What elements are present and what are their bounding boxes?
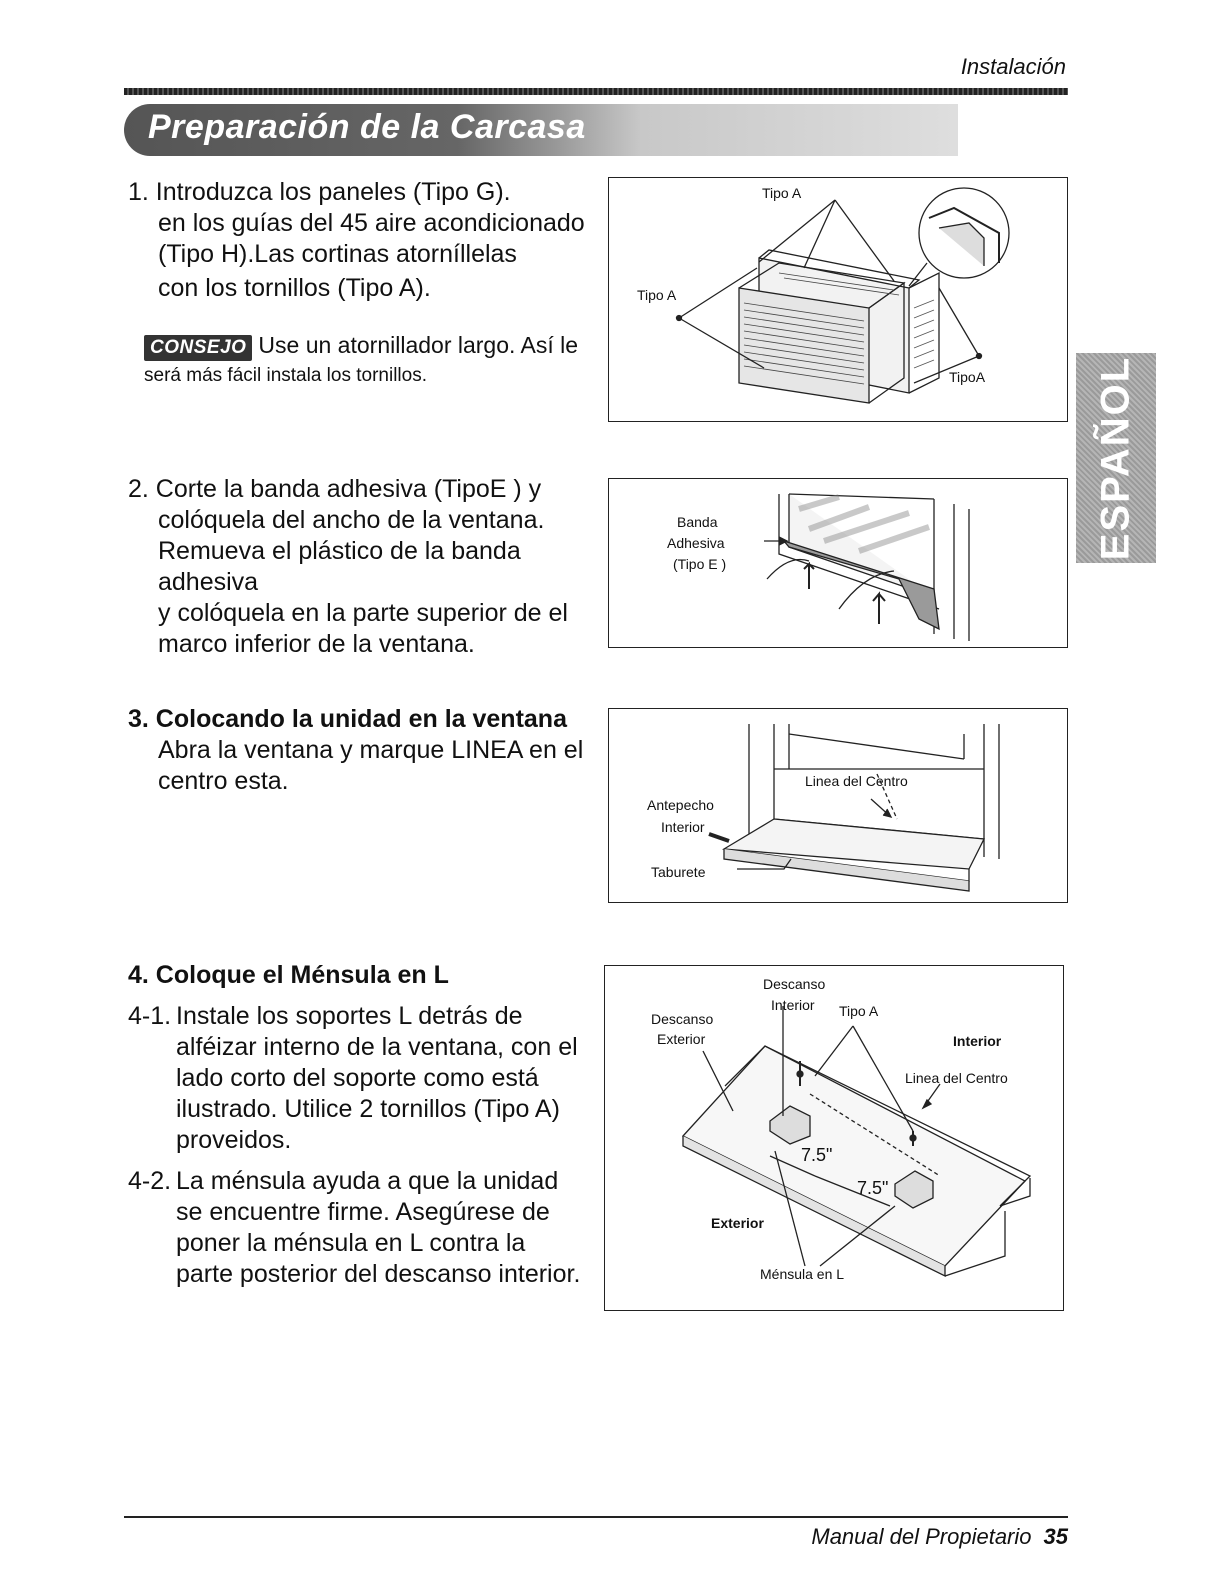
label-tipo-a-right: TipoA xyxy=(949,369,986,385)
language-tab xyxy=(1076,353,1156,563)
footer xyxy=(811,1524,1068,1550)
step-4-1-line: Instale los soportes L detrás de xyxy=(176,1002,523,1030)
step-3-title: 3. Colocando la unidad en la ventana xyxy=(128,705,567,733)
figure-adhesive-band xyxy=(608,478,1068,648)
step-2-line: marco inferior de la ventana. xyxy=(158,630,475,658)
step-1-line: con los tornillos (Tipo A). xyxy=(158,274,431,302)
label-linea-centro: Linea del Centro xyxy=(905,1070,1008,1086)
step-4-1-line: proveidos. xyxy=(176,1126,292,1154)
step-2-line: y colóquela en la parte superior de el xyxy=(158,599,568,627)
label-tipo-a-left: Tipo A xyxy=(637,287,677,303)
language-tab-label: ESPAÑOL xyxy=(1093,355,1138,561)
label-descanso-exterior-2: Exterior xyxy=(657,1031,706,1047)
step-2-line: 2. Corte la banda adhesiva (TipoE ) y xyxy=(128,475,542,503)
label-banda: Banda xyxy=(677,514,718,530)
step-2-line: Remueva el plástico de la banda adhesiva xyxy=(158,537,521,596)
step-4-1-line: alféizar interno de la ventana, con el xyxy=(176,1033,578,1061)
step-1-text xyxy=(128,177,598,304)
step-1-line: (Tipo H).Las cortinas atorníllelas xyxy=(158,240,517,268)
label-linea-centro: Linea del Centro xyxy=(805,773,908,789)
label-tipo-a: Tipo A xyxy=(839,1003,879,1019)
page-title: Preparación de la Carcasa xyxy=(148,108,586,146)
step-4-2-label: 4-2. xyxy=(128,1167,172,1195)
step-4-2-line: se encuentre firme. Asegúrese de xyxy=(176,1198,550,1226)
step-2-line: colóquela del ancho de la ventana. xyxy=(158,506,545,534)
step-2-text xyxy=(128,474,603,660)
label-tipo-e: (Tipo E ) xyxy=(673,556,727,572)
step-4-1 xyxy=(128,1001,603,1156)
step-4-text xyxy=(128,960,603,1290)
step-4-2-line: poner la ménsula en L contra la xyxy=(176,1229,526,1257)
tip-block xyxy=(144,332,604,387)
figure-ac-unit xyxy=(608,177,1068,422)
label-taburete: Taburete xyxy=(651,864,706,880)
label-tipo-a-top: Tipo A xyxy=(762,185,802,201)
label-mensula: Ménsula en L xyxy=(760,1266,845,1282)
label-interior: Interior xyxy=(661,819,705,835)
label-exterior: Exterior xyxy=(711,1215,764,1231)
footer-rule xyxy=(124,1516,1068,1518)
ac-unit-illustration xyxy=(609,178,1069,423)
label-interior: Interior xyxy=(953,1033,1002,1049)
header-rule xyxy=(124,88,1068,95)
step-4-2-line: La ménsula ayuda a que la unidad xyxy=(176,1167,559,1195)
page-number: 35 xyxy=(1043,1524,1068,1549)
step-4-title: 4. Coloque el Ménsula en L xyxy=(128,961,449,989)
step-4-2 xyxy=(128,1166,603,1290)
label-antepecho: Antepecho xyxy=(647,797,714,813)
step-3-line: Abra la ventana y marque LINEA en el xyxy=(158,736,584,764)
label-descanso-interior-1: Descanso xyxy=(763,976,826,992)
tip-badge: CONSEJO xyxy=(144,335,252,361)
tip-text-1: Use un atornillador largo. Así le xyxy=(258,332,579,358)
step-3-line: centro esta. xyxy=(158,767,289,795)
figure-center-line xyxy=(608,708,1068,903)
step-4-2-line: parte posterior del descanso interior. xyxy=(176,1260,581,1288)
label-dim-2: 7.5" xyxy=(857,1178,889,1198)
step-4-1-line: lado corto del soporte como está xyxy=(176,1064,539,1092)
step-1-line: 1. Introduzca los paneles (Tipo G). xyxy=(128,178,511,206)
figure-l-bracket xyxy=(604,965,1064,1311)
label-descanso-interior-2: Interior xyxy=(771,997,815,1013)
step-1-line: en los guías del 45 aire acondicionado xyxy=(158,209,585,237)
label-dim-1: 7.5" xyxy=(801,1145,833,1165)
step-3-text xyxy=(128,704,603,797)
section-label: Instalación xyxy=(960,54,1066,79)
label-adhesiva: Adhesiva xyxy=(667,535,725,551)
step-4-1-label: 4-1. xyxy=(128,1002,172,1030)
label-descanso-exterior-1: Descanso xyxy=(651,1011,714,1027)
tip-text-2: será más fácil instala los tornillos. xyxy=(144,365,427,386)
step-4-1-line: ilustrado. Utilice 2 tornillos (Tipo A) xyxy=(176,1095,560,1123)
footer-manual: Manual del Propietario xyxy=(811,1524,1032,1549)
